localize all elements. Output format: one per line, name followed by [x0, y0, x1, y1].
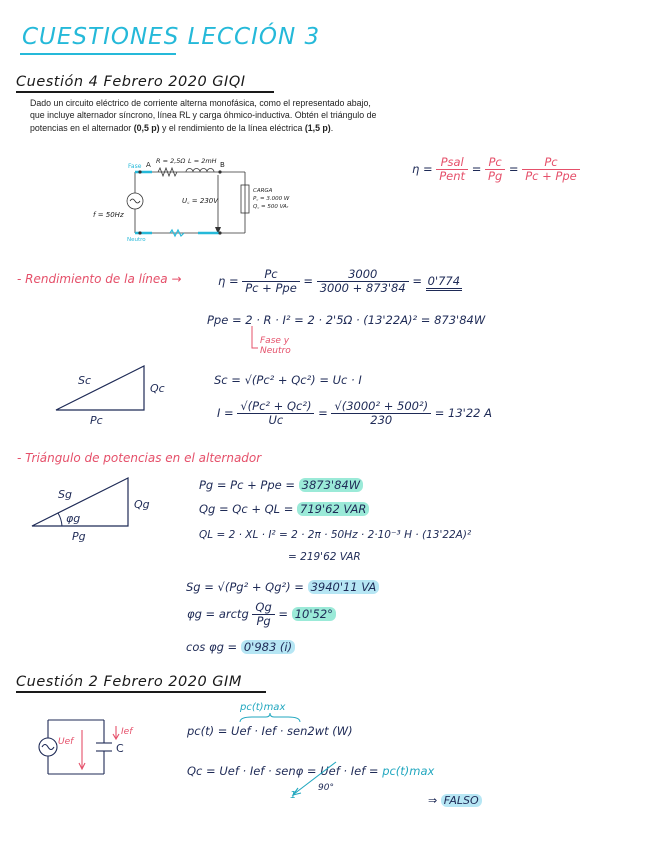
- alternator-circuit-diagram: [90, 155, 290, 245]
- fase-neutro-note: Fase y Neutro: [260, 336, 291, 356]
- triangle-section-label: - Triángulo de potencias en el alternador: [17, 451, 262, 465]
- carga-q-label: Q꜀ = 500 VAᵣ: [253, 204, 289, 210]
- phig-label: φg: [66, 512, 81, 525]
- double-arrow-icon: ⇒: [428, 794, 438, 807]
- question-1-underline: [16, 91, 274, 93]
- pc-label: Pc: [90, 414, 103, 427]
- neutro-label: Neutro: [127, 237, 146, 243]
- carga-p-label: P꜀ = 3.000 W: [253, 196, 290, 202]
- frequency-label: f = 50Hz: [93, 211, 124, 219]
- qg-label: Qg: [134, 498, 150, 511]
- capacitor-circuit-diagram: [34, 716, 144, 788]
- qc-label: Qc: [150, 382, 165, 395]
- line-reactive-power-value: = 219'62 VAR: [288, 551, 361, 563]
- pct-max-label: pc(t)max: [240, 702, 286, 713]
- apparent-power-equation: Sc = √(Pc² + Qc²) = Uc · I: [214, 373, 362, 387]
- fase-label: Fase: [128, 163, 142, 170]
- question-1-statement: Dado un circuito eléctrico de corriente alterna monofásica, como el representado abajo, que incluye alternador síncrono, línea RL y carga óhmico-inductiva. Obtén el triángulo de potencias en el alternador (0,5 p) y el rendimiento de la línea eléctrica (1,5 p).: [30, 98, 377, 133]
- sg-label: Sg: [58, 488, 72, 501]
- ief-label: Ief: [121, 727, 133, 737]
- reactive-power-equation: Qc = Uef · Ief · senφ = Uef · Ief = pc(t)max: [187, 764, 435, 778]
- line-loss-equation: Ppe = 2 · R · I² = 2 · 2'5Ω · (13'22A)² = 873'84W: [207, 313, 486, 327]
- resistance-label: R = 2,5Ω: [156, 157, 186, 165]
- current-equation: I = $\frac{\text{√(Pc² + Qc²)}}{Uc}$ = $\frac{\text{√(3000² + 500²)}}{230}$ = 13'22 A: [217, 399, 492, 427]
- one-label: 1: [290, 790, 297, 801]
- brace-icon: [238, 713, 302, 723]
- generator-power-triangle: [28, 474, 168, 546]
- falso-result: ⇒ FALSO: [428, 794, 482, 807]
- title-underline: [20, 53, 176, 55]
- power-factor-equation: cos φg = 0'983 (i): [186, 640, 295, 654]
- load-power-triangle: [50, 362, 180, 430]
- inductance-label: L = 2mH: [188, 157, 217, 165]
- generator-reactive-power: Qg = Qc + QL = 719'62 VAR: [199, 502, 369, 516]
- question-2-heading: Cuestión 2 Febrero 2020 GIM: [16, 674, 242, 690]
- generator-apparent-power: Sg = √(Pg² + Qg²) = 3940'11 VA: [186, 580, 379, 594]
- capacitor-label: C: [116, 742, 124, 755]
- question-1-heading: Cuestión 4 Febrero 2020 GIQI: [16, 74, 246, 90]
- arrow-right-icon: →: [171, 272, 182, 286]
- efficiency-equation: η = $\frac{Pc}{\text{Pc + Ppe}}$ = $\frac{3000}{3000 + 873'84}$ = 0'774: [218, 267, 461, 295]
- efficiency-section-label: - Rendimiento de la línea →: [17, 272, 182, 286]
- uef-label: Uef: [58, 737, 74, 747]
- node-b-label: B: [220, 161, 225, 169]
- phase-angle-equation: φg = arctg $\frac{Qg}{Pg}$ = 10'52°: [187, 601, 336, 628]
- pg-label: Pg: [72, 530, 86, 543]
- instantaneous-power-equation: pc(t) = Uef · Ief · sen2wt (W): [187, 724, 353, 738]
- carga-label: CARGA: [253, 188, 273, 194]
- sc-label: Sc: [78, 374, 92, 387]
- ninety-degrees-label: 90°: [318, 783, 334, 793]
- bracket-connector: [246, 326, 258, 354]
- node-a-label: A: [146, 161, 151, 169]
- question-2-underline: [16, 691, 266, 693]
- efficiency-result: 0'774: [426, 274, 462, 291]
- line-reactive-power: QL = 2 · XL · I² = 2 · 2π · 50Hz · 2·10⁻³ H · (13'22A)²: [199, 529, 472, 541]
- voltage-label: U꜀ = 230V: [182, 197, 219, 205]
- efficiency-definition: η = $\frac{\text{Psal}}{\text{Pent}}$ = $\frac{Pc}{Pg}$ = $\frac{Pc}{\text{Pc + Ppe}}$: [412, 156, 580, 183]
- generator-active-power: Pg = Pc + Ppe = 3873'84W: [199, 478, 363, 492]
- page-title: CUESTIONES LECCIÓN 3: [22, 24, 321, 50]
